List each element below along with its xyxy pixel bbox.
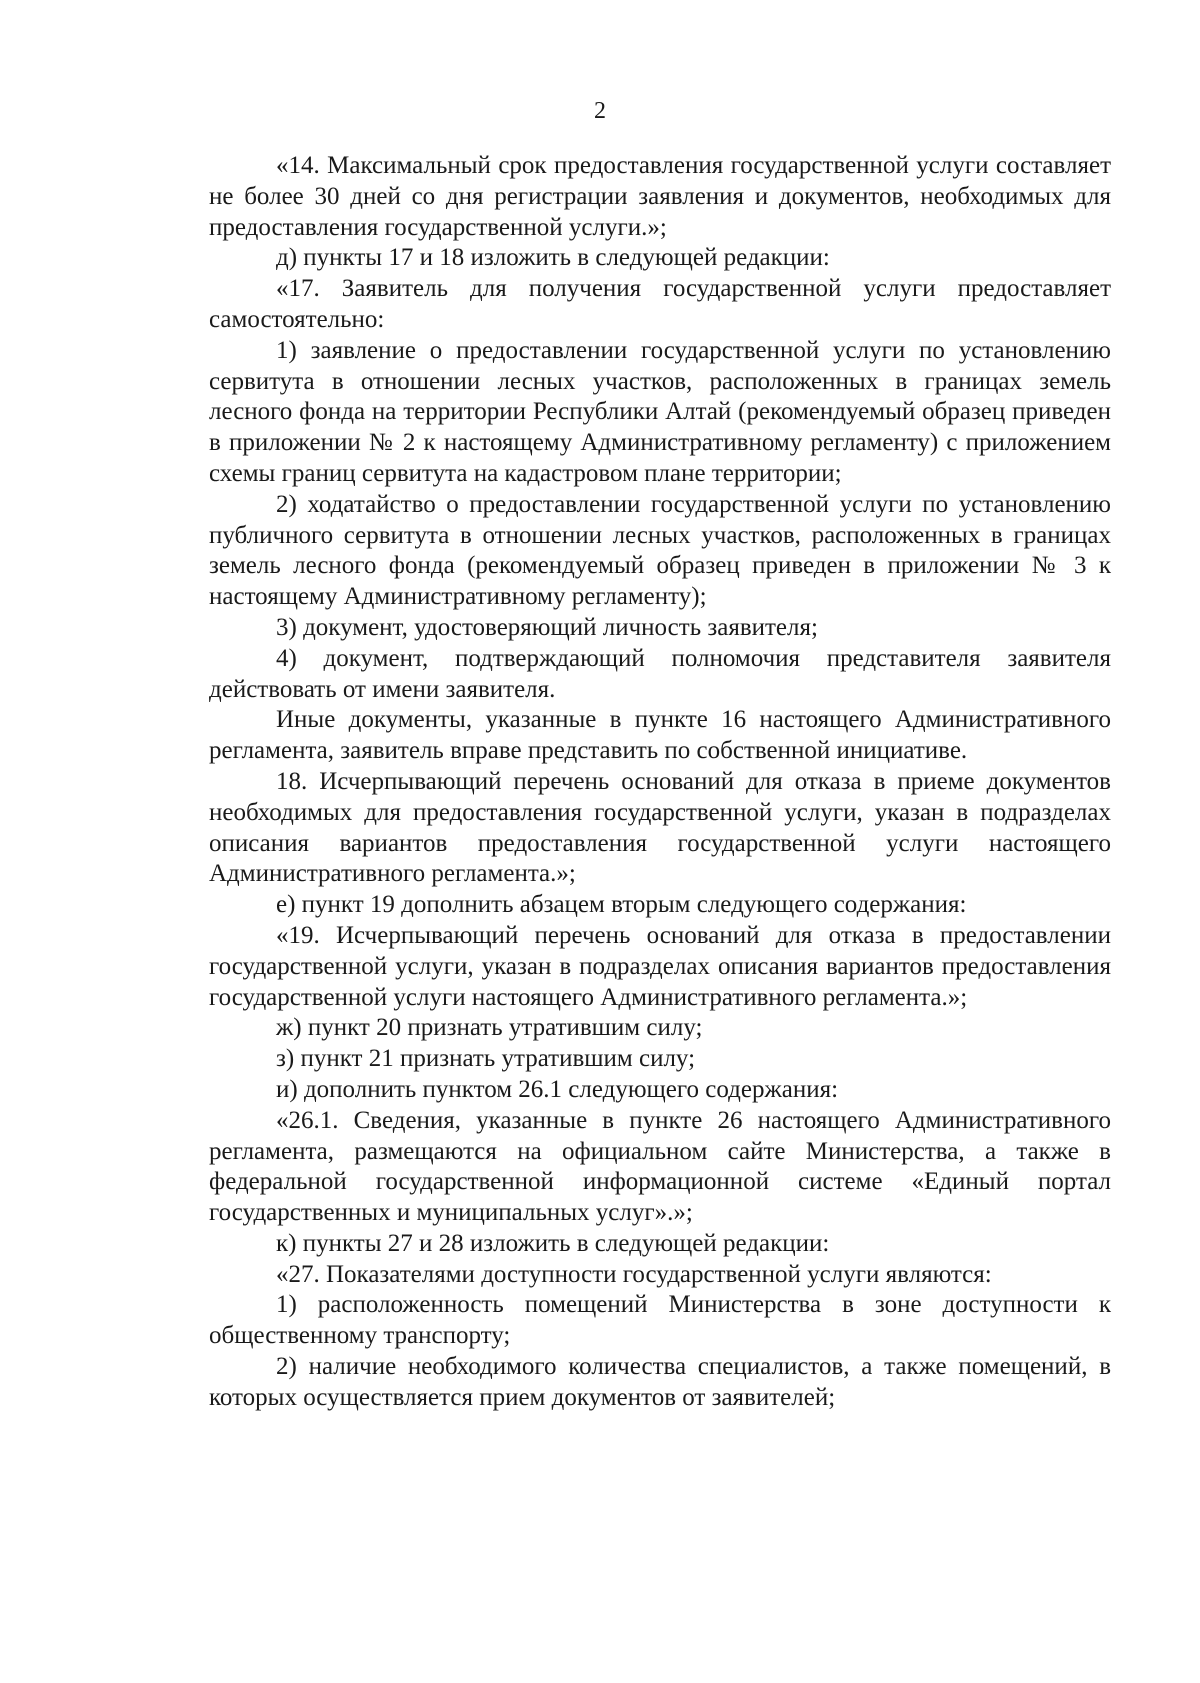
paragraph: 4) документ, подтверждающий полномочия представителя заявителя действовать от имени заявителя. xyxy=(209,644,1111,703)
page-number: 2 xyxy=(594,98,606,124)
paragraph: 2) ходатайство о предоставлении государственной услуги по установлению публичного сервитута в отношении лесных участков, расположенных в границах земель лесного фонда (рекомендуемый образец приведен в приложении № 3 к настоящему Административному регламенту); xyxy=(209,490,1111,611)
paragraph: Иные документы, указанные в пункте 16 настоящего Административного регламента, заявитель вправе представить по собственной инициативе. xyxy=(209,706,1111,765)
paragraph: «17. Заявитель для получения государственной услуги предоставляет самостоятельно: xyxy=(209,275,1111,333)
paragraph: к) пункты 27 и 28 изложить в следующей редакции: xyxy=(276,1229,830,1257)
paragraph: ж) пункт 20 признать утратившим силу; xyxy=(276,1014,703,1042)
paragraph: 18. Исчерпывающий перечень оснований для отказа в приеме документов необходимых для предоставления государственной услуги, указан в подразделах описания вариантов предоставления государственной услуги настоящего Административного регламента.»; xyxy=(209,767,1111,888)
paragraph: 1) заявление о предоставлении государственной услуги по установлению сервитута в отношении лесных участков, расположенных в границах земель лесного фонда на территории Республики Алтай (рекомендуемый образец приведен в приложении № 2 к настоящему Административному регламенту) с приложением схемы границ сервитута на кадастровом плане территории; xyxy=(209,336,1111,487)
document-body xyxy=(209,151,1111,1414)
paragraph: е) пункт 19 дополнить абзацем вторым следующего содержания: xyxy=(276,891,967,919)
paragraph: «14. Максимальный срок предоставления государственной услуги составляет не более 30 дней со дня регистрации заявления и документов, необходимых для предоставления государственной услуги.»; xyxy=(209,152,1111,241)
paragraph: «26.1. Сведения, указанные в пункте 26 настоящего Административного регламента, размещаются на официальном сайте Министерства, а также в федеральной государственной информационной системе «Единый портал государственных и муниципальных услуг».»; xyxy=(209,1106,1111,1227)
paragraph: д) пункты 17 и 18 изложить в следующей редакции: xyxy=(276,244,830,272)
paragraph: 3) документ, удостоверяющий личность заявителя; xyxy=(276,613,818,641)
paragraph: 1) расположенность помещений Министерства в зоне доступности к общественному транспорту; xyxy=(209,1291,1111,1350)
paragraph: 2) наличие необходимого количества специалистов, а также помещений, в которых осуществляется прием документов от заявителей; xyxy=(209,1353,1111,1411)
paragraph: и) дополнить пунктом 26.1 следующего содержания: xyxy=(276,1075,839,1103)
paragraph: «19. Исчерпывающий перечень оснований для отказа в предоставлении государственной услуги, указан в подразделах описания вариантов предоставления государственной услуги настоящего Административного регламента.»; xyxy=(209,921,1111,1011)
paragraph: з) пункт 21 признать утратившим силу; xyxy=(276,1045,696,1073)
paragraph: «27. Показателями доступности государственной услуги являются: xyxy=(276,1260,992,1288)
